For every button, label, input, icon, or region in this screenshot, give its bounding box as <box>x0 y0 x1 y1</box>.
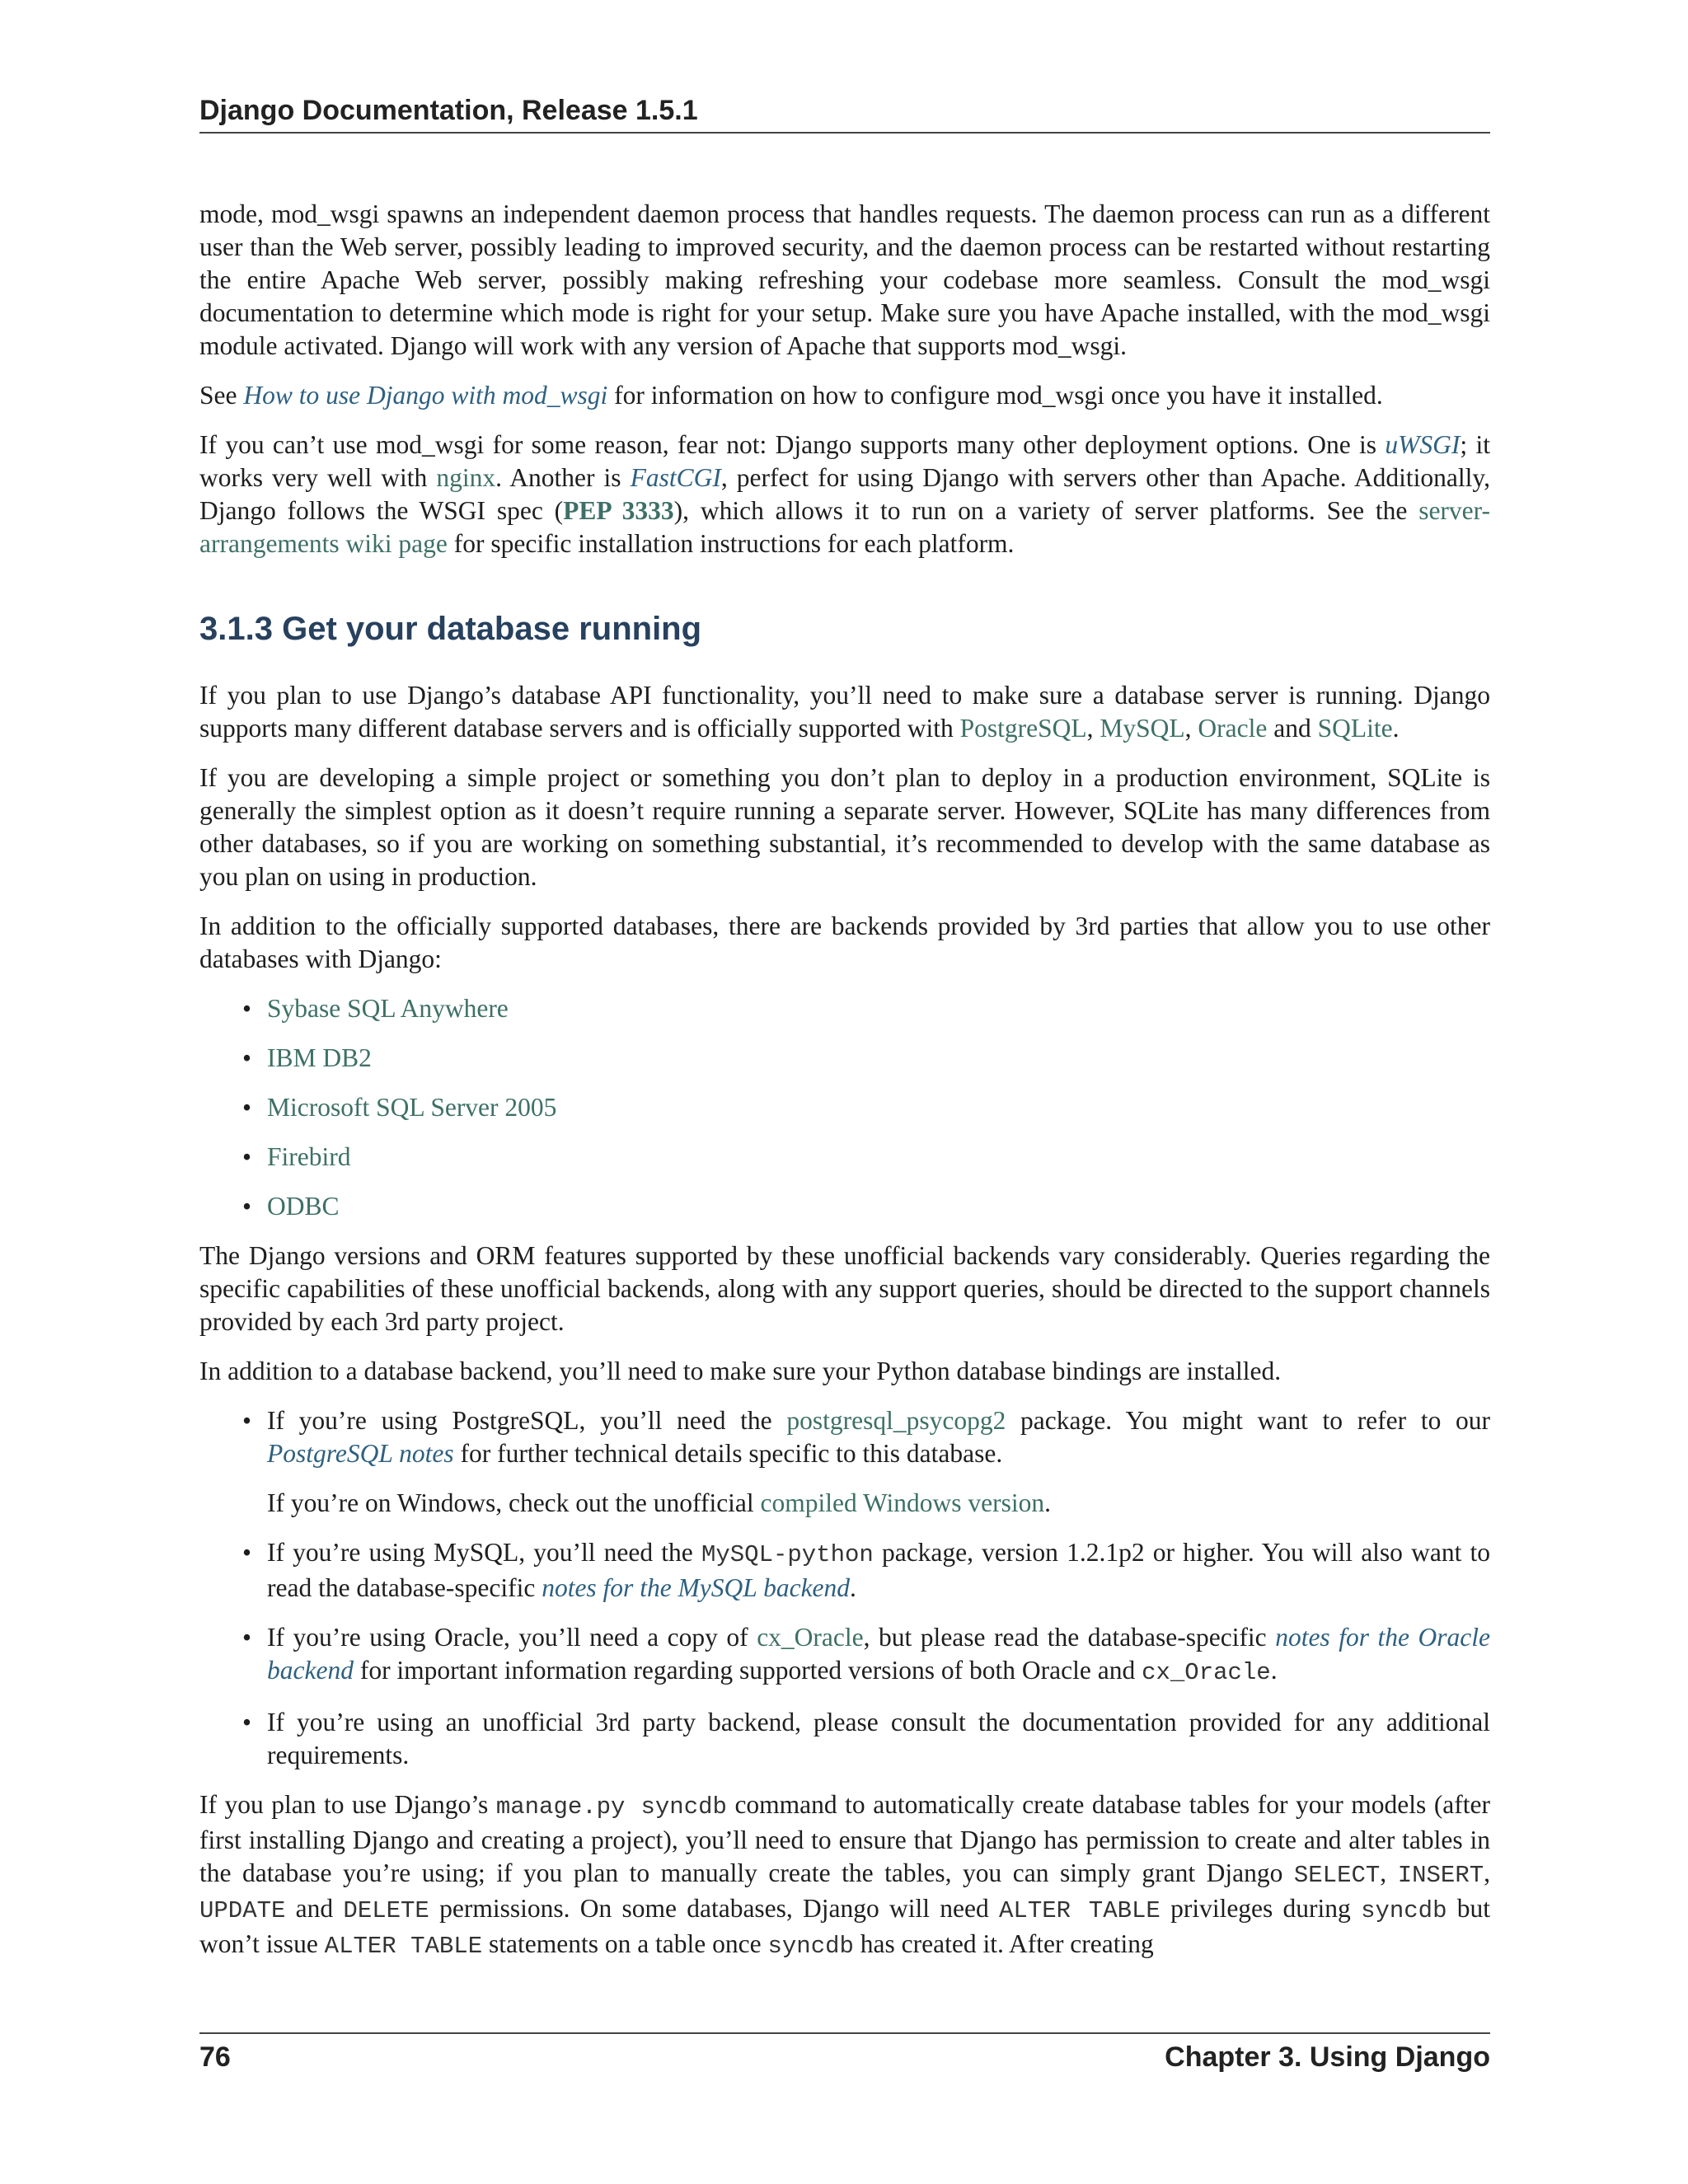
uwsgi-link[interactable]: uWSGI <box>1385 430 1461 459</box>
postgresql-notes-link[interactable]: PostgreSQL notes <box>267 1439 454 1468</box>
windows-version-link[interactable]: compiled Windows version <box>760 1488 1045 1517</box>
code-cx-oracle: cx_Oracle <box>1142 1659 1271 1686</box>
document-title: Django Documentation, Release 1.5.1 <box>199 95 698 126</box>
list-item <box>267 992 1490 1025</box>
list-item-postgresql: • If you’re using PostgreSQL, you’ll need the postgresql_psycopg2 package. You might want to refer to our PostgreSQL notes for further technical details specific to this database. If you’re on Windows, check out the unofficial compiled Windows version. <box>267 1404 1490 1520</box>
oracle-link[interactable]: Oracle <box>1198 714 1268 743</box>
windows-note: If you’re on Windows, check out the unofficial compiled Windows version. <box>267 1488 1052 1517</box>
list-item <box>267 1042 1490 1075</box>
database-paragraph-4: The Django versions and ORM features supported by these unofficial backends vary considerably. Queries regarding the specific capabilities of these unofficial backends, along with any support queries, should be directed to the support channels provided by each 3rd party project. <box>199 1241 1490 1336</box>
backend-link[interactable]: ODBC <box>267 1192 340 1221</box>
list-item-mysql: • If you’re using MySQL, you’ll need the MySQL-python package, version 1.2.1p2 or higher. You will also want to read the database-specific notes for the MySQL backend. <box>267 1536 1490 1605</box>
list-item <box>267 1190 1490 1223</box>
list-item <box>267 1141 1490 1174</box>
sqlite-link[interactable]: SQLite <box>1317 714 1393 743</box>
code-update: UPDATE <box>199 1897 286 1924</box>
code-delete: DELETE <box>343 1897 429 1924</box>
backend-link[interactable]: Firebird <box>267 1142 351 1171</box>
page-content <box>199 198 1490 1980</box>
backend-link[interactable]: IBM DB2 <box>267 1043 372 1072</box>
mysql-link[interactable]: MySQL <box>1100 714 1185 743</box>
database-paragraph-1: If you plan to use Django’s database API functionality, you’ll need to make sure a database server is running. Django supports many different database servers and is officially supported with PostgreSQL, MySQL, Oracle and SQLite. <box>199 681 1490 743</box>
code-manage-syncdb: manage.py syncdb <box>495 1793 727 1821</box>
bindings-list <box>199 1404 1490 1772</box>
mod-wsgi-howto-link[interactable]: How to use Django with mod_wsgi <box>243 381 608 410</box>
section-heading: 3.1.3 Get your database running <box>199 611 702 647</box>
backend-link[interactable]: Sybase SQL Anywhere <box>267 994 509 1023</box>
code-mysql-python: MySQL-python <box>701 1541 874 1568</box>
code-alter-table: ALTER TABLE <box>999 1897 1160 1924</box>
psycopg2-link[interactable]: postgresql_psycopg2 <box>786 1406 1006 1435</box>
list-item-oracle: • If you’re using Oracle, you’ll need a copy of cx_Oracle, but please read the database-specific notes for the Oracle backend for important information regarding supported versions of both Oracle and cx_Oracle. <box>267 1621 1490 1690</box>
intro-paragraph-2: See How to use Django with mod_wsgi for information on how to configure mod_wsgi once you have it installed. <box>199 381 1383 410</box>
code-insert: INSERT <box>1397 1862 1484 1889</box>
server-arrangements-link[interactable]: server-arrangements wiki page <box>199 496 1490 558</box>
cx-oracle-link[interactable]: cx_Oracle <box>757 1623 864 1652</box>
database-paragraph-2: If you are developing a simple project or something you don’t plan to deploy in a production environment, SQLite is generally the simplest option as it doesn’t require running a separate server. However, SQLite has many differences from other databases, so if you are working on something substantial, it’s recommended to develop with the same database as you plan on using in production. <box>199 763 1490 891</box>
code-syncdb: syncdb <box>767 1933 854 1960</box>
intro-paragraph-1: mode, mod_wsgi spawns an independent daemon process that handles requests. The daemon process can run as a different user than the Web server, possibly leading to improved security, and the daemon process can be restarted without restarting the entire Apache Web server, possibly making refreshing your codebase more seamless. Consult the mod_wsgi documentation to determine which mode is right for your setup. Make sure you have Apache installed, with the mod_wsgi module activated. Django will work with any version of Apache that supports mod_wsgi. <box>199 199 1490 360</box>
chapter-title: Chapter 3. Using Django <box>1165 2041 1490 2073</box>
code-alter-table: ALTER TABLE <box>324 1933 483 1960</box>
database-paragraph-6: If you plan to use Django’s manage.py syncdb command to automatically create database tables for your models (after first installing Django and creating a project), you’ll need to ensure that Django has permission to create and alter tables in the database you’re using; if you plan to manually create the tables, you can simply grant Django SELECT, INSERT, UPDATE and DELETE permissions. On some databases, Django will need ALTER TABLE privileges during syncdb but won’t issue ALTER TABLE statements on a table once syncdb has created it. After creating <box>199 1790 1491 1960</box>
database-paragraph-5: In addition to a database backend, you’ll need to make sure your Python database bindings are installed. <box>199 1357 1282 1385</box>
third-party-backends-list <box>199 992 1490 1223</box>
backend-link[interactable]: Microsoft SQL Server 2005 <box>267 1093 557 1122</box>
list-item-unofficial: • If you’re using an unofficial 3rd party backend, please consult the documentation provided for any additional requirements. <box>267 1706 1490 1772</box>
database-paragraph-3: In addition to the officially supported databases, there are backends provided by 3rd parties that allow you to use other databases with Django: <box>199 912 1490 973</box>
running-footer <box>199 2032 1490 2075</box>
code-select: SELECT <box>1293 1862 1381 1889</box>
intro-paragraph-3: If you can’t use mod_wsgi for some reason, fear not: Django supports many other deployment options. One is uWSGI; it works very well with nginx. Another is FastCGI, perfect for using Django with servers other than Apache. Additionally, Django follows the WSGI spec (PEP 3333), which allows it to run on a variety of server platforms. See the server-arrangements wiki page for specific installation instructions for each platform. <box>199 430 1490 558</box>
list-item <box>267 1091 1490 1124</box>
oracle-notes-link[interactable]: notes for the Oracle backend <box>267 1623 1490 1685</box>
pep-3333-link[interactable]: PEP 3333 <box>563 496 674 525</box>
page-number: 76 <box>199 2041 231 2073</box>
running-header <box>199 92 1490 134</box>
mysql-notes-link[interactable]: notes for the MySQL backend <box>542 1573 851 1602</box>
postgresql-link[interactable]: PostgreSQL <box>959 714 1087 743</box>
nginx-link[interactable]: nginx <box>436 463 496 492</box>
code-syncdb: syncdb <box>1361 1897 1447 1924</box>
fastcgi-link[interactable]: FastCGI <box>630 463 721 492</box>
